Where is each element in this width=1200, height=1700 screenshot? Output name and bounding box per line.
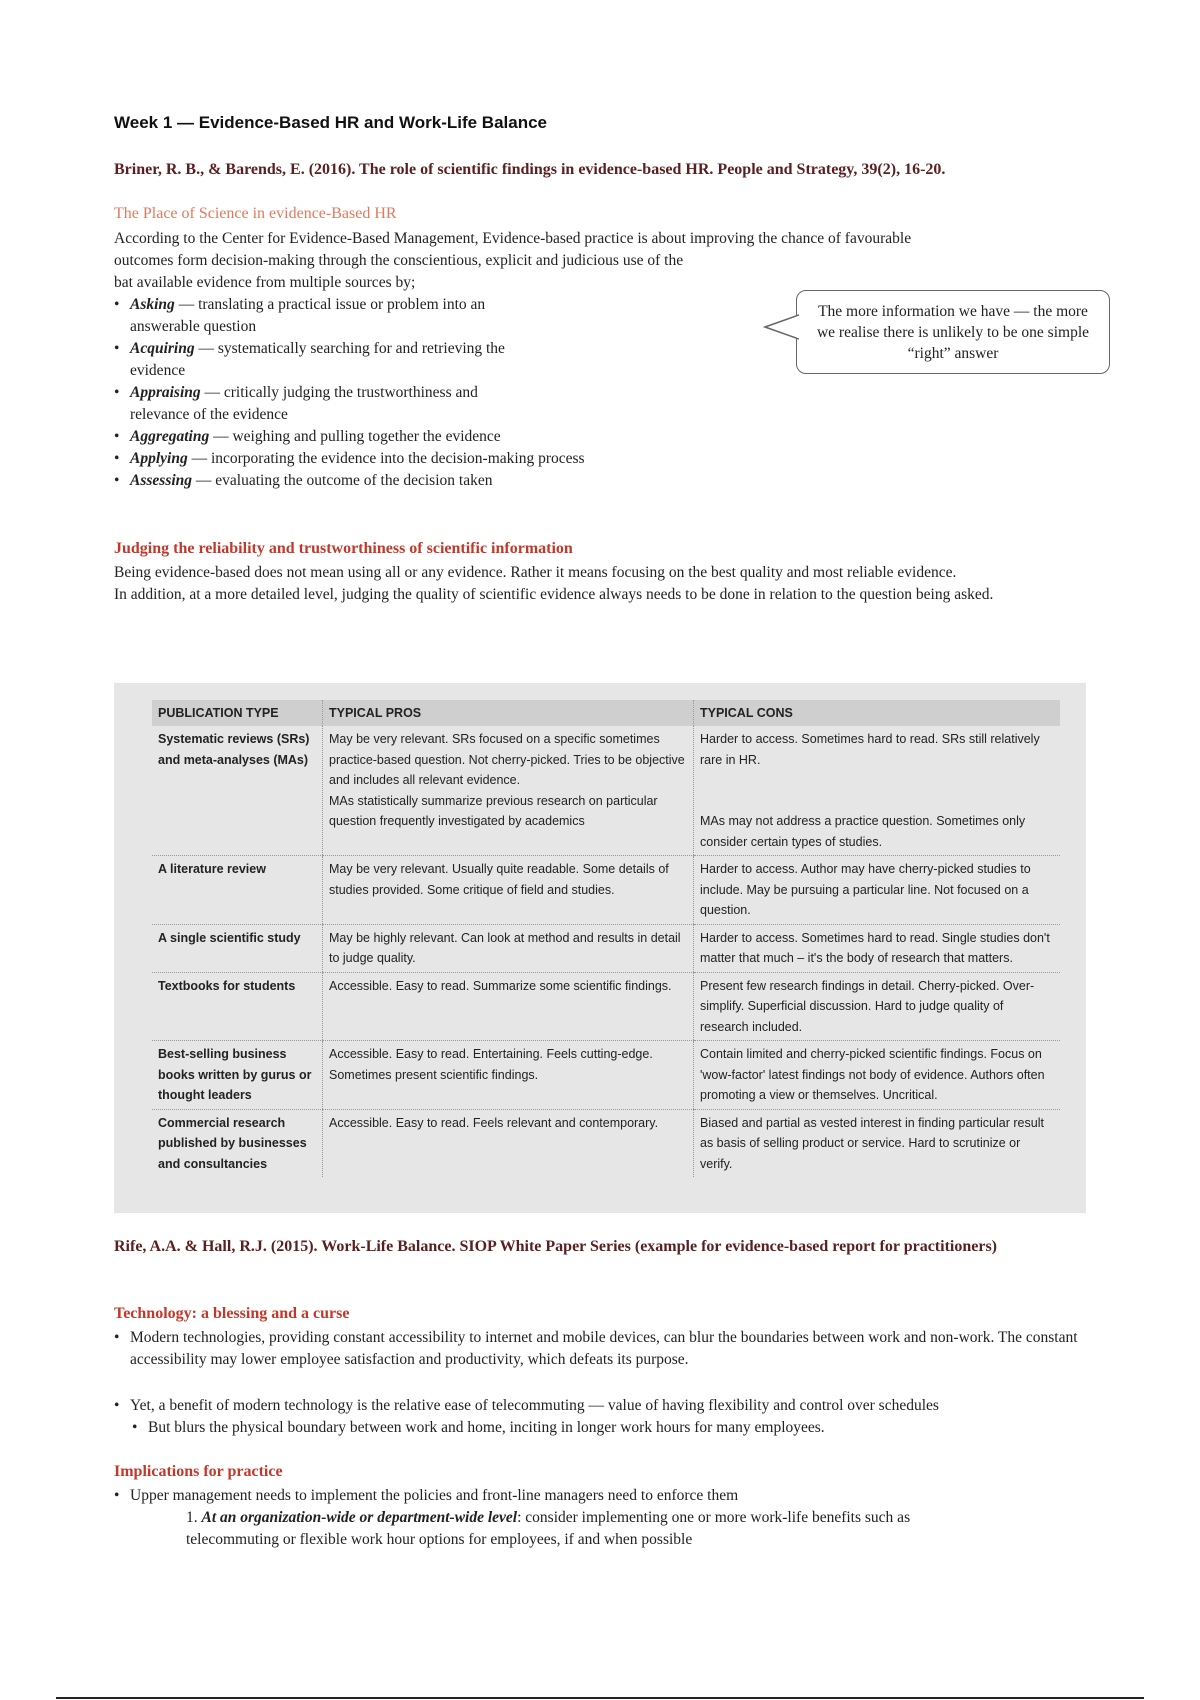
section-heading-technology: Technology: a blessing and a curse — [114, 1305, 350, 1322]
list-item: • Modern technologies, providing constant accessibility to internet and mobile devices, can blur the boundaries between work and non-work. The constant accessibility may lower employee satisfaction and productivity, which defeats its purpose. — [114, 1327, 1094, 1371]
column-header-typical-cons: TYPICAL CONS — [694, 700, 1061, 726]
cell-type: Systematic reviews (SRs) and meta-analyses (MAs) — [152, 726, 323, 856]
intro-line-2: outcomes form decision-making through the conscientious, explicit and judicious use of the — [114, 252, 684, 269]
cell-cons: Harder to access. Sometimes hard to read. SRs still relatively rare in HR. MAs may not address a practice question. Sometimes only consider certain types of studies. — [694, 726, 1061, 856]
table-row — [152, 924, 1060, 972]
publication-types-table — [152, 700, 1060, 1177]
list-item: • But blurs the physical boundary between work and home, inciting in longer work hours for many employees. — [114, 1417, 1094, 1439]
judging-paragraph — [114, 562, 1074, 606]
cell-cons: Contain limited and cherry-picked scientific findings. Focus on 'wow-factor' latest findings not body of evidence. Authors often promoting a view or themselves. Uncritical. — [694, 1041, 1061, 1110]
evidence-steps-list — [114, 294, 674, 492]
cell-type: A literature review — [152, 856, 323, 925]
list-item: • Acquiring — systematically searching for and retrieving the evidence — [114, 338, 674, 382]
list-item: • Appraising — critically judging the trustworthiness and relevance of the evidence — [114, 382, 674, 426]
column-header-publication-type: PUBLICATION TYPE — [152, 700, 323, 726]
cell-cons: Present few research findings in detail. Cherry-picked. Over-simplify. Superficial discussion. Hard to judge quality of research included. — [694, 972, 1061, 1041]
cell-type: Textbooks for students — [152, 972, 323, 1041]
table-row — [152, 1109, 1060, 1177]
list-item: • Assessing — evaluating the outcome of the decision taken — [114, 470, 674, 492]
table-row — [152, 1041, 1060, 1110]
numbered-item: 1. At an organization-wide or department-wide level: consider implementing one or more work-life benefits such as telecommuting or flexible work hour options for employees, if and when possible — [186, 1509, 911, 1548]
table-row — [152, 972, 1060, 1041]
list-item: • Applying — incorporating the evidence into the decision-making process — [114, 448, 674, 470]
cell-type: Best-selling business books written by gurus or thought leaders — [152, 1041, 323, 1110]
bubble-text: The more information we have — the more we realise there is unlikely to be one simple “right” answer — [816, 303, 1090, 362]
cell-cons: Harder to access. Sometimes hard to read. Single studies don't matter that much – it's the body of research that matters. — [694, 924, 1061, 972]
list-item: • Aggregating — weighing and pulling together the evidence — [114, 426, 674, 448]
cell-type: Commercial research published by businesses and consultancies — [158, 1115, 307, 1171]
cell-pros: May be very relevant. SRs focused on a specific sometimes practice-based question. Not cherry-picked. Tries to be objective and includes all relevant evidence. MAs statistically summarize previous research on particular question frequently investigated by academics — [323, 726, 694, 856]
cell-pros: Accessible. Easy to read. Feels relevant and contemporary. — [323, 1109, 694, 1177]
cell-cons: Harder to access. Author may have cherry-picked studies to include. May be pursuing a particular line. Not focused on a question. — [694, 856, 1061, 925]
technology-bullets — [114, 1327, 1094, 1371]
speech-bubble-note — [796, 290, 1110, 374]
cell-cons: Biased and partial as vested interest in finding particular result as basis of selling product or service. Hard to scrutinize or verify. — [694, 1109, 1061, 1177]
judging-text-2: In addition, at a more detailed level, judging the quality of scientific evidence always needs to be done in relation to the question being asked. — [114, 586, 994, 603]
section-heading-judging-reliability: Judging the reliability and trustworthiness of scientific information — [114, 540, 573, 557]
list-item: • Asking — translating a practical issue or problem into an answerable question — [114, 294, 674, 338]
reference-rife-hall: Rife, A.A. & Hall, R.J. (2015). Work-Life Balance. SIOP White Paper Series (example for evidence-based report for practitioners) — [114, 1238, 997, 1255]
section-heading-place-of-science: The Place of Science in evidence-Based HR — [114, 205, 397, 222]
cell-type: A single scientific study — [152, 924, 323, 972]
intro-line-1: According to the Center for Evidence-Based Management, Evidence-based practice is about improving the chance of favourable — [114, 230, 912, 247]
section-heading-implications: Implications for practice — [114, 1463, 283, 1480]
cell-pros: Accessible. Easy to read. Entertaining. Feels cutting-edge. Sometimes present scientific findings. — [323, 1041, 694, 1110]
table-row — [152, 856, 1060, 925]
intro-paragraph — [114, 228, 1074, 294]
page-bottom-rule — [56, 1697, 1144, 1699]
week-title: Week 1 — Evidence-Based HR and Work-Life Balance — [114, 113, 548, 132]
cell-pros: May be highly relevant. Can look at method and results in detail to judge quality. — [323, 924, 694, 972]
speech-bubble-tail-icon — [763, 313, 799, 341]
implications-bullets — [114, 1485, 1094, 1507]
cell-pros: Accessible. Easy to read. Summarize some scientific findings. — [323, 972, 694, 1041]
reference-briner-barends: Briner, R. B., & Barends, E. (2016). The role of scientific findings in evidence-based HR. People and Strategy, 39(2), 16-20. — [114, 161, 946, 178]
list-item: • Upper management needs to implement the policies and front-line managers need to enforce them — [114, 1485, 1094, 1507]
table-header-row — [152, 700, 1060, 726]
technology-bullets-2 — [114, 1395, 1094, 1439]
list-item: • Yet, a benefit of modern technology is the relative ease of telecommuting — value of having flexibility and control over schedules — [114, 1395, 1094, 1417]
publication-types-table-panel — [114, 683, 1086, 1213]
column-header-typical-pros: TYPICAL PROS — [323, 700, 694, 726]
intro-line-3: bat available evidence from multiple sources by; — [114, 274, 416, 291]
table-row — [152, 726, 1060, 856]
judging-text-1: Being evidence-based does not mean using all or any evidence. Rather it means focusing on the best quality and most reliable evidence. — [114, 564, 957, 581]
cell-pros: May be very relevant. Usually quite readable. Some details of studies provided. Some critique of field and studies. — [323, 856, 694, 925]
